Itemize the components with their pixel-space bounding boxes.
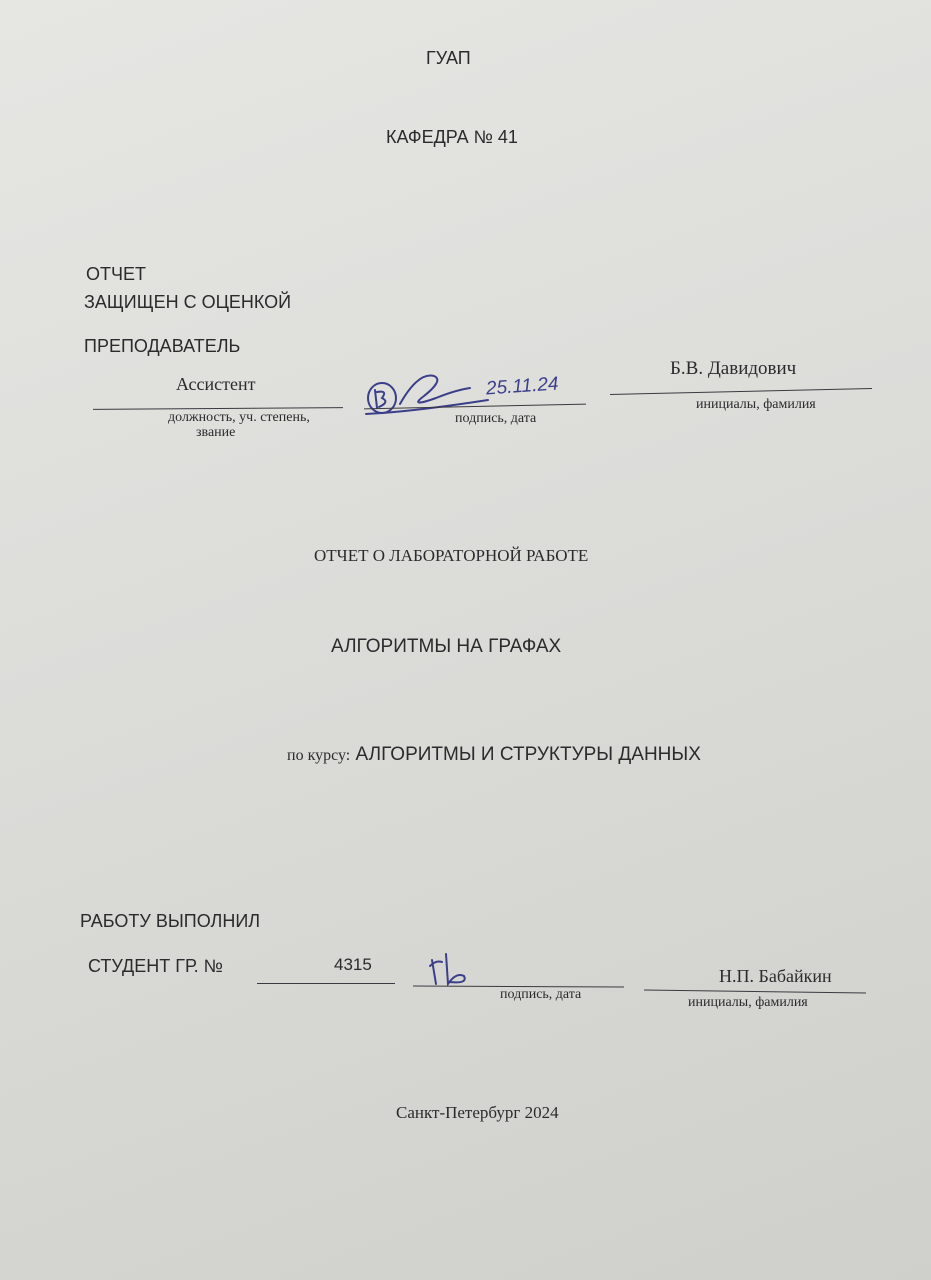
teacher-position: Ассистент: [176, 374, 256, 394]
signature-caption: подпись, дата: [455, 411, 537, 426]
report-title: АЛГОРИТМЫ НА ГРАФАХ: [331, 636, 562, 657]
university-name: ГУАП: [426, 48, 471, 68]
department: КАФЕДРА № 41: [386, 127, 518, 147]
teacher-name-line: [610, 388, 872, 395]
report-label: ОТЧЕТ: [86, 264, 146, 284]
teacher-name: Б.В. Давидович: [670, 358, 797, 379]
author-label: РАБОТУ ВЫПОЛНИЛ: [80, 911, 261, 931]
grade-label: ЗАЩИЩЕН С ОЦЕНКОЙ: [84, 292, 292, 312]
position-caption: должность, уч. степень,: [168, 410, 310, 425]
position-caption-2: звание: [196, 425, 236, 440]
course-prefix: по курсу:: [287, 747, 351, 764]
city-year: Санкт-Петербург 2024: [396, 1103, 559, 1122]
report-type: ОТЧЕТ О ЛАБОРАТОРНОЙ РАБОТЕ: [314, 546, 589, 565]
teacher-label: ПРЕПОДАВАТЕЛЬ: [84, 336, 241, 356]
teacher-name-caption: инициалы, фамилия: [696, 397, 816, 412]
group-line: [257, 983, 395, 984]
teacher-signature-date: 25.11.24: [485, 373, 560, 400]
course-name: АЛГОРИТМЫ И СТРУКТУРЫ ДАННЫХ: [355, 744, 701, 765]
student-signature-caption: подпись, дата: [500, 987, 582, 1002]
student-signature: [426, 950, 476, 986]
group-label: СТУДЕНТ ГР. №: [88, 956, 223, 976]
student-name-caption: инициалы, фамилия: [688, 995, 808, 1010]
course-line: [287, 744, 701, 766]
student-name-line: [644, 989, 866, 993]
student-name: Н.П. Бабайкин: [719, 966, 832, 986]
group-number: 4315: [334, 955, 372, 974]
